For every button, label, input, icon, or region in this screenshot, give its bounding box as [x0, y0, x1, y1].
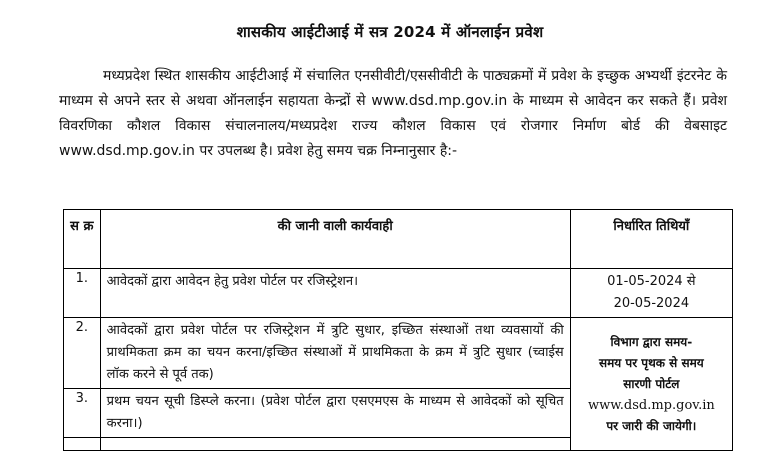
header-serial: स क्र: [64, 210, 101, 269]
note-line-1: विभाग द्वारा समय-: [610, 334, 693, 349]
document-title: शासकीय आईटीआई में सत्र 2024 में ऑनलाईन प्रवेश: [236, 23, 544, 41]
row-action-empty: [100, 438, 570, 451]
intro-paragraph: [59, 64, 727, 164]
header-dates: निर्धारित तिथियाँ: [570, 210, 732, 269]
table-row: [64, 269, 733, 318]
note-line-3: सारणी पोर्टल: [623, 376, 680, 391]
intro-text: मध्यप्रदेश स्थित शासकीय आईटीआई में संचालित एनसीवीटी/एससीवीटी के पाठ्यक्रमों में प्रवेश के इच्छुक अभ्यर्थी इंटरनेट के माध्यम से अपने स्तर से अथवा ऑनलाईन सहायता केन्द्रों से www.dsd.mp.gov.in के माध्यम से आवेदन कर सकते हैं। प्रवेश विवरणिका कौशल विकास संचालनालय/मध्यप्रदेश राज्य कौशल विकास एवं रोजगार निर्माण बोर्ड की वेबसाइट www.dsd.mp.gov.in पर उपलब्ध है। प्रवेश हेतु समय चक्र निम्नानुसार है:-: [59, 68, 727, 159]
note-line-2: समय पर पृथक से समय: [598, 355, 704, 370]
table-header-row: [64, 210, 733, 269]
row-serial-empty: [64, 438, 101, 451]
row-serial: 3.: [64, 389, 101, 438]
row-action: प्रथम चयन सूची डिस्प्ले करना। (प्रवेश पोर्टल द्वारा एसएमएस के माध्यम से आवेदकों को सूचित करना।): [100, 389, 570, 438]
date-to: 20-05-2024: [613, 296, 690, 311]
table-row: [64, 318, 733, 389]
merged-date-note: [570, 318, 732, 451]
date-from: 01-05-2024 से: [607, 274, 696, 289]
note-url: www.dsd.mp.gov.in: [587, 397, 715, 413]
row-serial: 2.: [64, 318, 101, 389]
row-serial: 1.: [64, 269, 101, 318]
note-line-4: पर जारी की जायेगी।: [606, 418, 697, 433]
row-action: आवेदकों द्वारा प्रवेश पोर्टल पर रजिस्ट्रेशन में त्रुटि सुधार, इच्छित संस्थाओं तथा व्यवसायों की प्राथमिकता क्रम का चयन करना/इच्छित संस्थाओं में प्राथमिकता के क्रम में त्रुटि सुधार (च्वाईस लॉक करने से पूर्व तक): [100, 318, 570, 389]
row-dates: [570, 269, 732, 318]
row-action: आवेदकों द्वारा आवेदन हेतु प्रवेश पोर्टल पर रजिस्ट्रेशन।: [100, 269, 570, 318]
schedule-table: [63, 209, 733, 451]
header-action: की जानी वाली कार्यवाही: [100, 210, 570, 269]
